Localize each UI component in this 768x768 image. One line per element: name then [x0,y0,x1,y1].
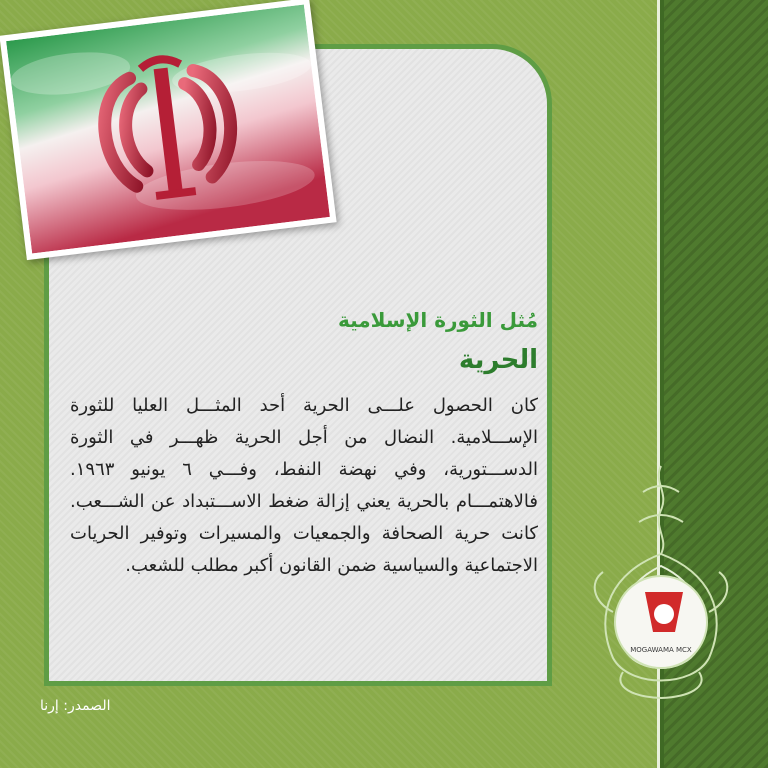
source-credit: الصمدر: إرنا [40,698,111,714]
logo-text: MOGAWAMA MCX [630,646,692,654]
page-title: الحرية [458,345,538,375]
ornament-logo [583,462,739,702]
body-paragraph: كان الحصول علـــى الحرية أحد المثـــل العليا للثورة الإســـلامية. النضال من أجل الحرية ظهـــر في الثورة الدســـتورية، وفي نهضة النفط، وفـــي ٦ يونيو ١٩٦٣. فالاهتمـــام بالحرية يعني إزالة ضغط الاســـتبداد عن الشـــعب. كانت حرية الصحافة والجمعيات والمسيرات وتوفير الحريات الاجتماعية والسياسية ضمن القانون أكبر مطلب للشعب. [70,395,538,576]
subtitle: مُثل الثورة الإسلامية [338,308,538,332]
iran-emblem-icon [6,5,330,254]
flag-image [0,0,337,260]
